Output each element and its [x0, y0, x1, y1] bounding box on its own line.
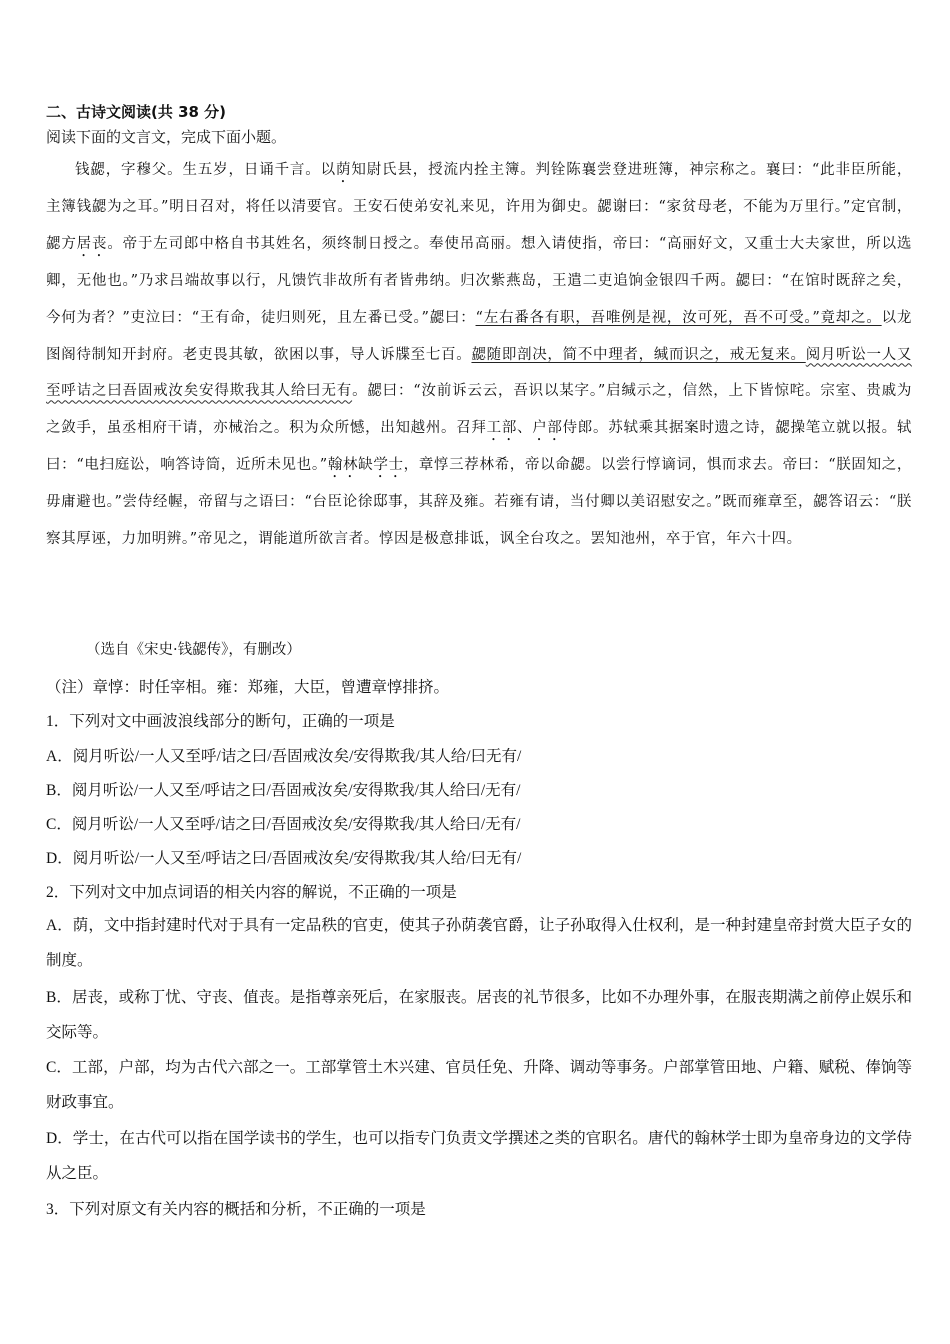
- passage-text: 知尉氏县，授流内拴主簿。判铨陈襄尝登进班簿，神宗称之。襄曰：“此非臣所能，主簿钱勰为之耳。”明日召对，将任以清要官。王安石使弟安礼来见，许用为御史。勰谢曰：“家贫母老，不能为万里行。”定官制，勰方: [46, 162, 913, 252]
- section-heading: 二、古诗文阅读(共 38 分): [46, 103, 227, 121]
- passage-text: 、: [517, 420, 533, 437]
- question-1-option-d: D．阅月听讼/一人又至/呼诘之曰/吾固戒汝矣/安得欺我/其人给/曰无有/: [46, 850, 522, 867]
- question-1-option-b: B．阅月听讼/一人又至/呼诘之曰/吾固戒汝矣/安得欺我/其人给曰/无有/: [46, 782, 521, 799]
- dotted-term-xueshi: 学士: [373, 457, 404, 474]
- passage-text: 钱勰，字穆父。生五岁，日诵千言。以: [75, 162, 336, 178]
- passage-source: （选自《宋史·钱勰传》，有删改）: [86, 642, 301, 658]
- passage-text: 缺: [358, 457, 374, 474]
- classical-passage: [46, 152, 912, 558]
- question-1-option-c: C．阅月听讼/一人又至呼/诘之曰/吾固戒汝矣/安得欺我/其人给曰/无有/: [46, 816, 521, 833]
- question-1-option-a: A．阅月听讼/一人又至呼/诘之曰/吾固戒汝矣/安得欺我/其人给/曰无有/: [46, 748, 522, 765]
- question-3-stem: 3．下列对原文有关内容的概括和分析，不正确的一项是: [46, 1201, 426, 1218]
- passage-text: 。帝于左司郎中格自书其姓名，须终制日授之。奉使吊高丽。想入请使指，帝曰：“高丽好文，又重士大夫家世，所以选卿，无他也。”乃求吕端故事以行，凡馈饩非故所有者皆弗纳。归次紫燕岛，王遣二吏追饷金银四千两。勰曰：“在馆时既辞之矣，今何为者？”吏泣曰：“王有命，徒归则死，且左番已受。”勰曰：: [46, 235, 913, 326]
- dotted-term-yin: 荫: [335, 162, 352, 178]
- dotted-term-hanlin: 翰林: [327, 457, 359, 474]
- dotted-term-gongbu: 工部: [486, 420, 518, 437]
- question-2-option-c: C．工部，户部，均为古代六部之一。工部掌管土木兴建、官员任免、升降、调动等事务。户部掌管田地、户籍、赋税、俸饷等财政事宜。: [46, 1059, 912, 1112]
- underlined-sentence-2: 勰随即剖决，简不中理者，缄而识之，戒无复来。: [471, 346, 806, 363]
- question-2-option-d: D．学士，在古代可以指在国学读书的学生，也可以指专门负责文学撰述之类的官职名。唐代的翰林学士即为皇帝身边的文学侍从之臣。: [46, 1130, 912, 1183]
- dotted-term-hubu: 户部: [532, 420, 563, 437]
- question-2-option-a: A．荫，文中指封建时代对于具有一定品秩的官吏，使其子孙荫袭官爵，让子孙取得入仕权利，是一种封建皇帝封赏大臣子女的制度。: [46, 917, 912, 970]
- passage-text: 以龙图阁待制知开封府。老吏畏其敏，欲困以事，导人诉牒至七百。: [46, 309, 912, 363]
- question-1-stem: 1．下列对文中画波浪线部分的断句，正确的一项是: [46, 713, 395, 730]
- dotted-term-jusang: 居丧: [76, 235, 108, 252]
- underlined-sentence-1: “左右番各有职，吾唯例是视，汝可死，吾不可受。”竟却之。: [475, 309, 882, 326]
- passage-text: 侍郎。苏轼乘其据案时遗之诗，勰操笔立就以报。轼曰：“电扫庭讼，响答诗筒，近所未见也。”: [46, 420, 912, 474]
- wavy-underlined-sentence: 阅月听讼一人又至呼诘之曰吾固戒汝矣安得欺我其人给曰无有: [46, 346, 912, 400]
- question-2-stem: 2．下列对文中加点词语的相关内容的解说，不正确的一项是: [46, 884, 457, 901]
- section-instruction: 阅读下面的文言文，完成下面小题。: [46, 128, 287, 146]
- question-2-option-b: B．居丧，或称丁忧、守丧、值丧。是指尊亲死后，在家服丧。居丧的礼节很多，比如不办理外事，在服丧期满之前停止娱乐和交际等。: [46, 989, 912, 1042]
- passage-text: ，章惇三荐林希，帝以命勰。以尝行惇谪词，惧而求去。帝曰：“朕固知之，毋庸避也。”尝侍经幄，帝留与之语曰：“台臣论徐邸事，其辞及雍。若雍有请，当付卿以美诏慰安之。”既而雍章至，勰答诏云：“朕察其厚诬，力加明辨。”帝见之，谓能道所欲言者。惇因是极意排诋，讽全台攻之。罢知池州，卒于官，年六十四。: [46, 457, 913, 548]
- annotation-note: （注）章惇：时任宰相。雍：郑雍，大臣，曾遭章惇排挤。: [46, 679, 450, 696]
- passage-text: 。勰曰：“汝前诉云云，吾识以某字。”启缄示之，信然，上下皆惊咤。宗室、贵戚为之敛手，虽丞相府干请，亦械治之。积为众所憾，出知越州。召拜: [46, 383, 912, 437]
